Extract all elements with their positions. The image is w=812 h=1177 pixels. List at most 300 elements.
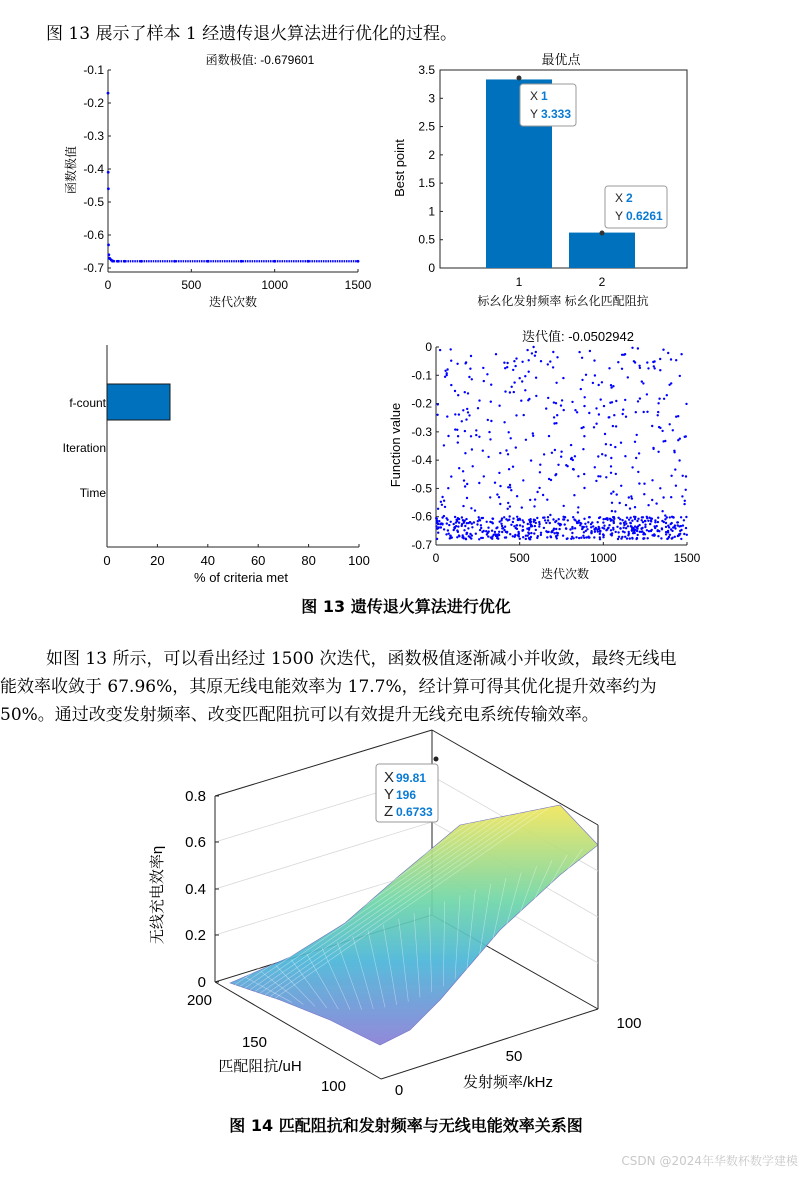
iteration-point <box>643 483 645 485</box>
iteration-point <box>605 476 607 478</box>
iteration-point <box>548 435 550 437</box>
iteration-point <box>608 524 610 526</box>
datatip-2-y-value: 0.6261 <box>626 209 663 223</box>
iteration-point <box>470 435 472 437</box>
iteration-point <box>657 402 659 404</box>
surface-tip-z-value: 0.6733 <box>396 805 433 819</box>
iteration-point <box>605 443 607 445</box>
iteration-point <box>475 533 477 535</box>
iteration-point <box>545 522 547 524</box>
best-point-xlabel: 标幺化发射频率 标幺化匹配阻抗 <box>477 294 649 308</box>
iteration-point <box>436 517 438 519</box>
best-point-ylabel: Best point <box>392 139 407 197</box>
iteration-point <box>666 538 668 540</box>
datatip-2-marker <box>600 231 605 236</box>
iteration-point <box>475 429 477 431</box>
x-tick-label: 1000 <box>589 551 617 565</box>
iteration-point <box>553 416 555 418</box>
iteration-point <box>490 420 492 422</box>
iteration-point <box>584 396 586 398</box>
iteration-point <box>516 524 518 526</box>
iteration-point <box>457 525 459 527</box>
datatip-1-x-label: X <box>530 89 539 103</box>
iteration-point <box>515 446 517 448</box>
x-axis-label: 发射频率/kHz <box>462 1074 554 1091</box>
figure-13-caption: 图 13 遗传退火算法进行优化 <box>301 597 511 616</box>
iteration-point <box>490 384 492 386</box>
iteration-point <box>479 529 481 531</box>
iteration-point <box>471 534 473 536</box>
iteration-point <box>578 537 580 539</box>
iteration-point <box>637 534 639 536</box>
iteration-point <box>604 454 606 456</box>
iteration-point <box>527 523 529 525</box>
iteration-point <box>529 538 531 540</box>
iteration-point <box>610 472 612 474</box>
figure-13 <box>0 40 812 640</box>
iteration-point <box>629 537 631 539</box>
iteration-point <box>609 518 611 520</box>
iteration-point <box>635 457 637 459</box>
iteration-point <box>505 531 507 533</box>
iteration-point <box>630 525 632 527</box>
iteration-point <box>622 413 624 415</box>
iteration-point <box>515 414 517 416</box>
iteration-point <box>573 518 575 520</box>
iteration-point <box>437 403 439 405</box>
iteration-point <box>641 516 643 518</box>
best-point-title: 最优点 <box>541 52 581 67</box>
iteration-point <box>642 521 644 523</box>
iteration-point <box>657 451 659 453</box>
datatip-2-y-label: Y <box>615 209 624 223</box>
iteration-point <box>450 521 452 523</box>
iteration-point <box>462 534 464 536</box>
iteration-point <box>555 473 557 475</box>
iteration-point <box>646 361 648 363</box>
iteration-point <box>533 532 535 534</box>
iteration-point <box>454 516 456 518</box>
iteration-point <box>450 348 452 350</box>
iteration-point <box>630 517 632 519</box>
iteration-point <box>513 525 515 527</box>
iteration-point <box>509 391 511 393</box>
iteration-point <box>517 519 519 521</box>
y-tick-label: 150 <box>241 1034 267 1051</box>
y-tick-label: -0.7 <box>83 261 104 275</box>
iteration-point <box>672 516 674 518</box>
iteration-point <box>467 527 469 529</box>
figure-14-caption: 图 14 匹配阻抗和发射频率与无线电能效率关系图 <box>229 1116 583 1135</box>
iteration-point <box>624 399 626 401</box>
iteration-point <box>579 522 581 524</box>
iteration-point <box>674 536 676 538</box>
iteration-point <box>563 518 565 520</box>
iteration-point <box>634 525 636 527</box>
iteration-point <box>467 411 469 413</box>
iteration-point <box>545 530 547 532</box>
iteration-point <box>445 517 447 519</box>
iteration-point <box>622 409 624 411</box>
iteration-point <box>659 358 661 360</box>
iteration-point <box>574 455 576 457</box>
iteration-point <box>483 475 485 477</box>
iteration-point <box>680 353 682 355</box>
iteration-point <box>478 399 480 401</box>
iteration-point <box>588 412 590 414</box>
iteration-point <box>445 533 447 535</box>
y-tick-label: -0.1 <box>83 63 104 77</box>
iteration-point <box>657 521 659 523</box>
iteration-point <box>501 525 503 527</box>
iteration-point <box>644 520 646 522</box>
iteration-point <box>535 377 537 379</box>
iteration-point <box>672 429 674 431</box>
iteration-point <box>478 516 480 518</box>
iteration-point <box>523 414 525 416</box>
iteration-point <box>436 414 438 416</box>
iteration-point <box>446 372 448 374</box>
iteration-point <box>476 523 478 525</box>
surface-datatip[interactable] <box>376 764 438 822</box>
iteration-point <box>458 535 460 537</box>
iteration-point <box>520 400 522 402</box>
iteration-point <box>457 441 459 443</box>
iteration-point <box>572 537 574 539</box>
iteration-point <box>512 517 514 519</box>
iteration-point <box>615 400 617 402</box>
iteration-point <box>563 505 565 507</box>
best-point-x-ticks <box>516 265 606 289</box>
iteration-point <box>685 516 687 518</box>
iteration-point <box>554 449 556 451</box>
iteration-point <box>683 503 685 505</box>
iteration-point <box>560 523 562 525</box>
iteration-point <box>651 425 653 427</box>
iteration-point <box>614 510 616 512</box>
z-tick-label: 0.4 <box>185 881 206 898</box>
iteration-point <box>625 504 627 506</box>
iteration-point <box>496 535 498 537</box>
iteration-point <box>584 523 586 525</box>
iteration-point <box>595 407 597 409</box>
best-point-bar <box>569 233 635 268</box>
iteration-point <box>593 536 595 538</box>
iteration-point <box>522 529 524 531</box>
iteration-point <box>522 536 524 538</box>
surface-tip-y-label: Y <box>384 786 395 803</box>
iteration-point <box>562 535 564 537</box>
datatip-bar-1[interactable] <box>520 84 576 126</box>
iteration-point <box>462 505 464 507</box>
iteration-point <box>456 363 458 365</box>
iteration-point <box>464 362 466 364</box>
iteration-point <box>534 519 536 521</box>
iteration-point <box>556 537 558 539</box>
y-axis-label: 匹配阻抗/uH <box>218 1058 302 1075</box>
criteria-categories <box>63 396 107 500</box>
iteration-point <box>547 363 549 365</box>
iteration-point <box>454 390 456 392</box>
iteration-point <box>513 391 515 393</box>
iteration-point <box>446 415 448 417</box>
iteration-point <box>653 360 655 362</box>
iteration-point <box>462 519 464 521</box>
iteration-point <box>583 487 585 489</box>
iteration-point <box>481 531 483 533</box>
iteration-point <box>655 502 657 504</box>
iteration-point <box>631 466 633 468</box>
iteration-point <box>496 493 498 495</box>
iteration-point <box>560 404 562 406</box>
iteration-point <box>454 526 456 528</box>
iteration-point <box>628 496 630 498</box>
iteration-point <box>499 452 501 454</box>
iteration-point <box>680 529 682 531</box>
iteration-point <box>549 360 551 362</box>
iteration-point <box>593 426 595 428</box>
criteria-xlabel: % of criteria met <box>194 570 288 585</box>
iteration-point <box>528 398 530 400</box>
iteration-point <box>669 534 671 536</box>
iteration-point <box>549 514 551 516</box>
iteration-point <box>678 525 680 527</box>
iteration-point <box>564 523 566 525</box>
iteration-point <box>466 532 468 534</box>
iteration-point <box>535 395 537 397</box>
iteration-title: 迭代值: -0.0502942 <box>521 329 635 344</box>
iteration-point <box>435 525 437 527</box>
iteration-point <box>624 455 626 457</box>
iteration-point <box>624 353 626 355</box>
iteration-point <box>657 414 659 416</box>
convergence-point <box>107 253 110 256</box>
iteration-point <box>499 503 501 505</box>
iteration-point <box>667 352 669 354</box>
iteration-point <box>577 475 579 477</box>
iteration-point <box>504 536 506 538</box>
iteration-point <box>458 413 460 415</box>
iteration-point <box>483 380 485 382</box>
iteration-point <box>621 368 623 370</box>
iteration-point <box>470 507 472 509</box>
iteration-point <box>505 518 507 520</box>
iteration-point <box>604 433 606 435</box>
y-tick-label: -0.6 <box>83 228 104 242</box>
iteration-point <box>598 413 600 415</box>
iteration-point <box>525 439 527 441</box>
iteration-point <box>450 475 452 477</box>
iteration-point <box>581 526 583 528</box>
iteration-point <box>661 430 663 432</box>
iteration-point <box>595 423 597 425</box>
iteration-point <box>516 528 518 530</box>
iteration-point <box>507 508 509 510</box>
iteration-point <box>602 533 604 535</box>
iteration-point <box>610 457 612 459</box>
iteration-point <box>615 531 617 533</box>
iteration-point <box>603 527 605 529</box>
iteration-point <box>651 529 653 531</box>
iteration-point <box>615 425 617 427</box>
y-tick-label: 3 <box>428 91 435 106</box>
iteration-point <box>651 479 653 481</box>
iteration-point <box>583 518 585 520</box>
iteration-point <box>662 349 664 351</box>
iteration-point <box>487 456 489 458</box>
iteration-point <box>472 465 474 467</box>
iteration-point <box>572 459 574 461</box>
z-tick-label: 0.2 <box>185 927 206 944</box>
iteration-point <box>529 521 531 523</box>
iteration-point <box>444 506 446 508</box>
iteration-point <box>643 537 645 539</box>
iteration-point <box>579 524 581 526</box>
iteration-point <box>666 516 668 518</box>
iteration-point <box>604 518 606 520</box>
iteration-point <box>478 538 480 540</box>
iteration-point <box>453 523 455 525</box>
iteration-point <box>667 525 669 527</box>
iteration-point <box>653 535 655 537</box>
iteration-point <box>471 526 473 528</box>
iteration-point <box>612 425 614 427</box>
y-tick-label: -0.7 <box>411 538 432 552</box>
iteration-point <box>469 536 471 538</box>
convergence-title: 函数极值: -0.679601 <box>205 53 315 67</box>
iteration-point <box>454 428 456 430</box>
convergence-point <box>107 171 110 174</box>
iteration-point <box>642 533 644 535</box>
iteration-point <box>660 537 662 539</box>
iteration-point <box>634 361 636 363</box>
criteria-plot <box>63 345 370 585</box>
iteration-point <box>449 535 451 537</box>
iteration-point <box>467 522 469 524</box>
iteration-point <box>494 533 496 535</box>
iteration-point <box>679 375 681 377</box>
z-tick-label: 0.8 <box>185 788 206 805</box>
iteration-point <box>627 525 629 527</box>
iteration-point <box>522 479 524 481</box>
iteration-point <box>565 464 567 466</box>
x-tick-label: 2 <box>598 275 606 289</box>
iteration-point <box>538 487 540 489</box>
iteration-point <box>686 534 688 536</box>
iteration-point <box>528 371 530 373</box>
iteration-point <box>638 365 640 367</box>
iteration-point <box>522 525 524 527</box>
y-tick-label: 200 <box>186 992 212 1009</box>
iteration-point <box>594 374 596 376</box>
iteration-point <box>610 444 612 446</box>
iteration-point <box>482 367 484 369</box>
iteration-point <box>591 521 593 523</box>
iteration-point <box>650 517 652 519</box>
iteration-point <box>560 456 562 458</box>
iteration-point <box>535 529 537 531</box>
iteration-point <box>499 521 501 523</box>
y-tick-label: 0 <box>428 261 435 275</box>
iteration-point <box>553 532 555 534</box>
iteration-point <box>556 534 558 536</box>
iteration-point <box>634 441 636 443</box>
iteration-point <box>616 493 618 495</box>
iteration-point <box>627 376 629 378</box>
y-tick-label: 2 <box>428 147 435 162</box>
iteration-point <box>443 528 445 530</box>
iteration-point <box>509 505 511 507</box>
iteration-point <box>448 524 450 526</box>
iteration-point <box>639 397 641 399</box>
iteration-point <box>642 382 644 384</box>
iteration-point <box>464 525 466 527</box>
iteration-point <box>621 519 623 521</box>
iteration-point <box>504 390 506 392</box>
iteration-point <box>485 530 487 532</box>
iteration-point <box>524 375 526 377</box>
iteration-point <box>514 534 516 536</box>
datatip-bar-2[interactable] <box>605 186 667 228</box>
iteration-point <box>625 527 627 529</box>
iteration-point <box>488 530 490 532</box>
iteration-point <box>677 521 679 523</box>
surface-tip-x-label: X <box>384 769 395 786</box>
iteration-point <box>555 382 557 384</box>
iteration-point <box>669 516 671 518</box>
iteration-point <box>614 446 616 448</box>
iteration-point <box>587 521 589 523</box>
iteration-point <box>553 401 555 403</box>
iteration-point <box>623 531 625 533</box>
iteration-point <box>498 472 500 474</box>
iteration-point <box>512 521 514 523</box>
iteration-point <box>534 355 536 357</box>
iteration-point <box>536 517 538 519</box>
iteration-point <box>626 537 628 539</box>
iteration-point <box>549 522 551 524</box>
iteration-point <box>519 538 521 540</box>
iteration-point <box>516 516 518 518</box>
iteration-point <box>546 499 548 501</box>
iteration-point <box>503 362 505 364</box>
iteration-point <box>656 525 658 527</box>
iteration-point <box>665 533 667 535</box>
criteria-bars <box>107 384 170 420</box>
y-tick-label: 100 <box>320 1078 346 1095</box>
iteration-point <box>657 535 659 537</box>
iteration-point <box>478 518 480 520</box>
iteration-point <box>658 426 660 428</box>
iteration-point <box>436 520 438 522</box>
z-axis-ticks <box>185 788 219 991</box>
iteration-point <box>543 516 545 518</box>
criteria-x-ticks <box>103 544 369 568</box>
iteration-point <box>515 357 517 359</box>
convergence-point <box>107 92 110 95</box>
iteration-point <box>558 518 560 520</box>
iteration-point <box>546 536 548 538</box>
iteration-point <box>624 536 626 538</box>
iteration-point <box>538 521 540 523</box>
iteration-point <box>441 504 443 506</box>
iteration-point <box>636 528 638 530</box>
iteration-point <box>613 516 615 518</box>
iteration-point <box>571 532 573 534</box>
iteration-y-ticks <box>411 340 439 552</box>
iteration-point <box>487 535 489 537</box>
iteration-point <box>540 534 542 536</box>
